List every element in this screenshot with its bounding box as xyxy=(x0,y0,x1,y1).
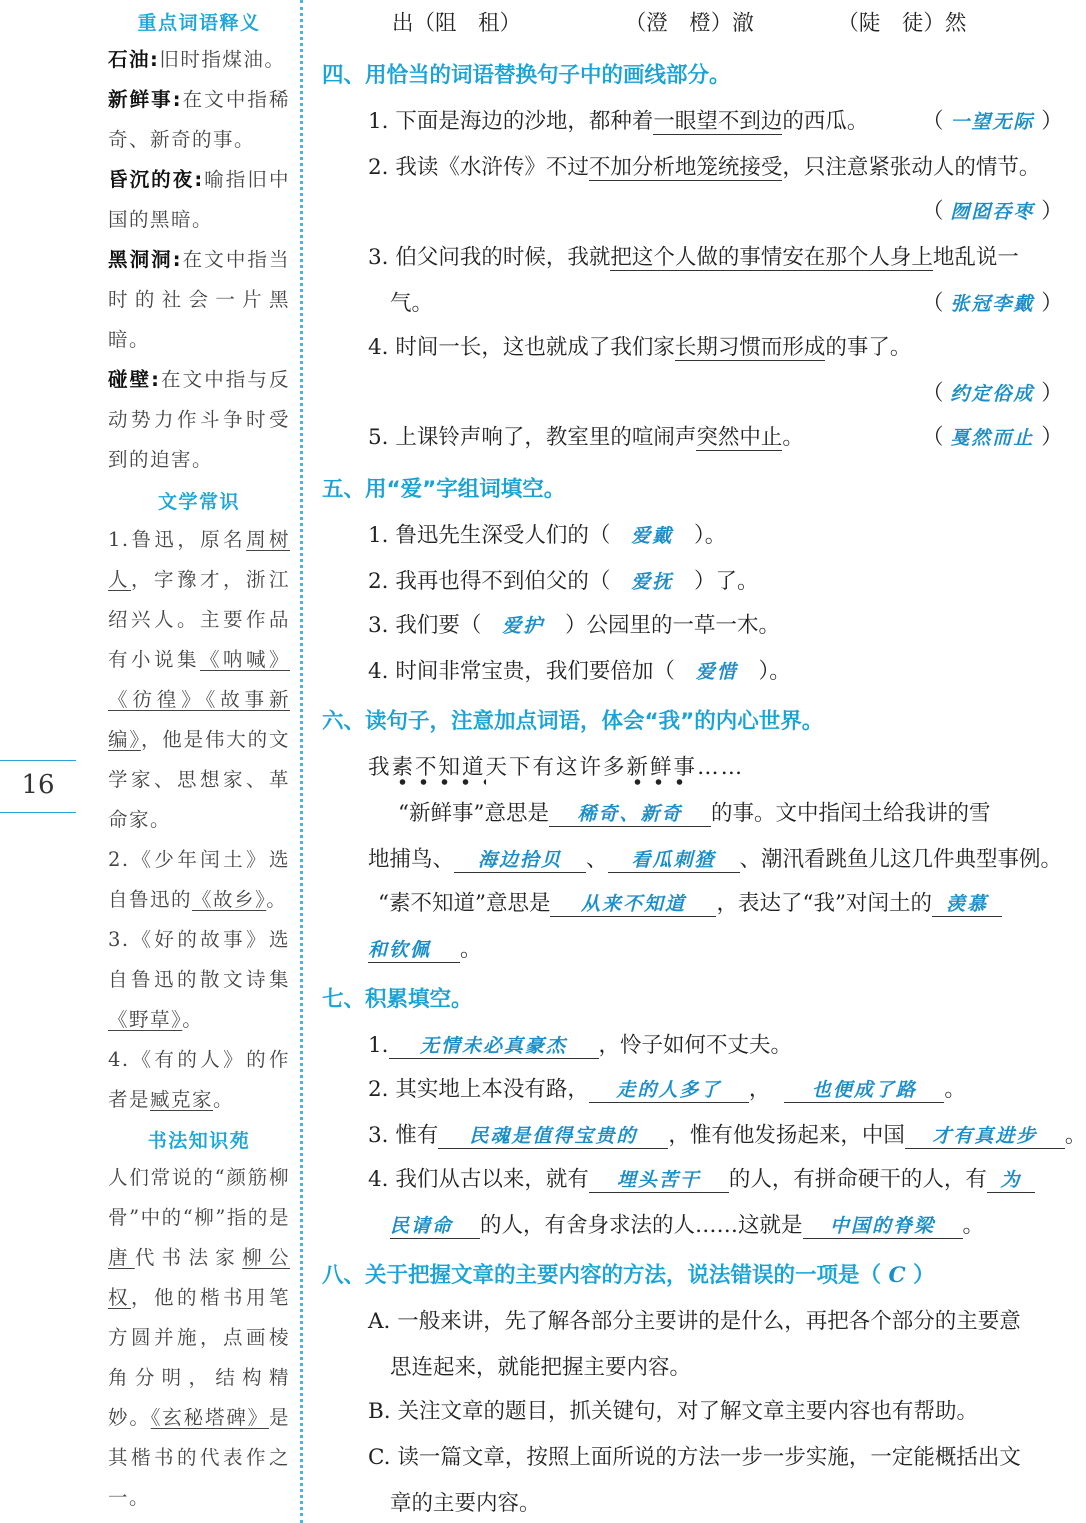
page-number-rule-top xyxy=(0,760,76,761)
keyword-entry: 石油:旧时指煤油。 xyxy=(108,48,286,71)
section-7-title: 七、积累填空。 xyxy=(322,987,473,1012)
s7-question-2: 2. 其实地上本没有路， 走的人多了 ， 也便成了路 。 xyxy=(368,1077,966,1102)
s5-question-4: 4. 时间非常宝贵，我们要倍加（ 爱惜 ）。 xyxy=(368,659,791,684)
sidebar-literature-notes: 1.鲁迅，原名周树人，字豫才，浙江绍兴人。主要作品有小说集《呐喊》《彷徨》《故事新编》，他是伟大的文学家、思想家、革命家。 2.《少年闰土》选自鲁迅的《故乡》。 3.《好的故事》选自鲁迅的散文诗集《野草》。 4.《有的人》的作者是臧克家。 xyxy=(108,528,290,1111)
s8-option-b: B. 关注文章的题目，抓关键句，对了解文章主要内容也有帮助。 xyxy=(368,1399,978,1424)
column-divider xyxy=(300,0,303,1523)
s6-line-2: 地捕鸟、 海边拾贝 、 看瓜刺猹 、潮汛看跳鱼儿这几件典型事例。 xyxy=(368,847,1063,872)
s6-line-1: “新鲜事”意思是 稀奇、新奇 的事。文中指闰土给我讲的雪 xyxy=(398,801,991,826)
s4-question-5: 5. 上课铃声响了，教室里的喧闹声突然中止。 xyxy=(368,425,804,450)
dotted-word-2: 新鲜事 xyxy=(627,755,698,786)
section-8-title: 八、关于把握文章的主要内容的方法，说法错误的一项是（ C ） xyxy=(322,1263,935,1288)
s4-answer-5: （ 戛然而止 ） xyxy=(922,425,1063,450)
s6-line-4: 和钦佩 。 xyxy=(368,937,482,962)
s4-question-2: 2. 我读《水浒传》不过不加分析地笼统接受，只注意紧张动人的情节。 xyxy=(368,155,1041,180)
sidebar-keyword-list xyxy=(108,40,290,480)
s6-line-3: “素不知道”意思是 从来不知道 ，表达了“我”对闰土的 羡慕 xyxy=(378,886,1002,917)
page-number: 16 xyxy=(21,770,55,800)
s5-question-2: 2. 我再也得不到伯父的（ 爱抚 ）了。 xyxy=(368,569,759,594)
sidebar-heading-calligraphy: 书法知识苑 xyxy=(147,1130,251,1152)
s8-option-a-line1: A. 一般来讲，先了解各部分主要讲的是什么，再把各个部分的主要意 xyxy=(368,1309,1021,1334)
s8-option-c-line2: 章的主要内容。 xyxy=(390,1491,541,1516)
s8-option-a-line2: 思连起来，就能把握主要内容。 xyxy=(390,1355,692,1380)
keyword-entry: 新鲜事:在文中指稀奇、新奇的事。 xyxy=(108,88,290,151)
s8-answer: C xyxy=(888,1263,906,1288)
s4-question-1: 1. 下面是海边的沙地，都种着一眼望不到边的西瓜。 xyxy=(368,109,869,134)
dotted-word-1: 素不知道 xyxy=(392,755,486,786)
section-4-title: 四、用恰当的词语替换句子中的画线部分。 xyxy=(322,63,731,88)
s7-question-4-cont: 民请命 的人，有舍身求法的人……这就是 中国的脊梁 。 xyxy=(390,1213,985,1238)
section-5-title: 五、用“爱”字组词填空。 xyxy=(322,477,566,502)
sidebar-calligraphy-note: 人们常说的“颜筋柳骨”中的“柳”指的是唐代书法家柳公权，他的楷书用笔方圆并施，点画棱角分明，结构精妙。《玄秘塔碑》是其楷书的代表作之一。 xyxy=(108,1166,290,1509)
s6-quote: 我素不知道天下有这许多新鲜事…… xyxy=(368,750,744,781)
keyword-entry: 昏沉的夜:喻指旧中国的黑暗。 xyxy=(108,168,290,231)
s7-question-3: 3. 惟有 民魂是值得宝贵的 ，惟有他发扬起来，中国 才有真进步 。 xyxy=(368,1123,1086,1148)
sidebar-heading-keywords: 重点词语释义 xyxy=(137,12,261,34)
s8-option-c-line1: C. 读一篇文章，按照上面所说的方法一步一步实施，一定能概括出文 xyxy=(368,1445,1021,1470)
keyword-entry: 碰壁:在文中指与反动势力作斗争时受到的迫害。 xyxy=(108,368,290,471)
top-line: 出（阻 租） （澄 橙）澈 （陡 徒）然 xyxy=(392,11,967,36)
s4-answer-2: （ 囫囵吞枣 ） xyxy=(922,199,1063,224)
s5-question-1: 1. 鲁迅先生深受人们的（ 爱戴 ）。 xyxy=(368,523,727,548)
s4-answer-4: （ 约定俗成 ） xyxy=(922,381,1063,406)
s4-question-4: 4. 时间一长，这也就成了我们家长期习惯而形成的事了。 xyxy=(368,335,912,360)
s4-question-3-cont: 气。 xyxy=(390,291,434,316)
page-number-rule-bottom xyxy=(0,812,76,813)
s4-answer-1: （ 一望无际 ） xyxy=(922,109,1063,134)
s4-answer-3: （ 张冠李戴 ） xyxy=(922,291,1063,316)
s7-question-1: 1. 无情未必真豪杰 ，怜子如何不丈夫。 xyxy=(368,1033,793,1058)
s7-question-4: 4. 我们从古以来，就有 埋头苦干 的人，有拼命硬干的人，有 为 xyxy=(368,1162,1035,1193)
section-6-title: 六、读句子，注意加点词语，体会“我”的内心世界。 xyxy=(322,709,824,734)
s4-question-3: 3. 伯父问我的时候，我就把这个人做的事情安在那个人身上地乱说一 xyxy=(368,245,1019,270)
s5-question-3: 3. 我们要（ 爱护 ）公园里的一草一木。 xyxy=(368,613,781,638)
sidebar-heading-literature: 文学常识 xyxy=(157,491,240,513)
keyword-entry: 黑洞洞:在文中指当时的社会一片黑暗。 xyxy=(108,248,290,351)
